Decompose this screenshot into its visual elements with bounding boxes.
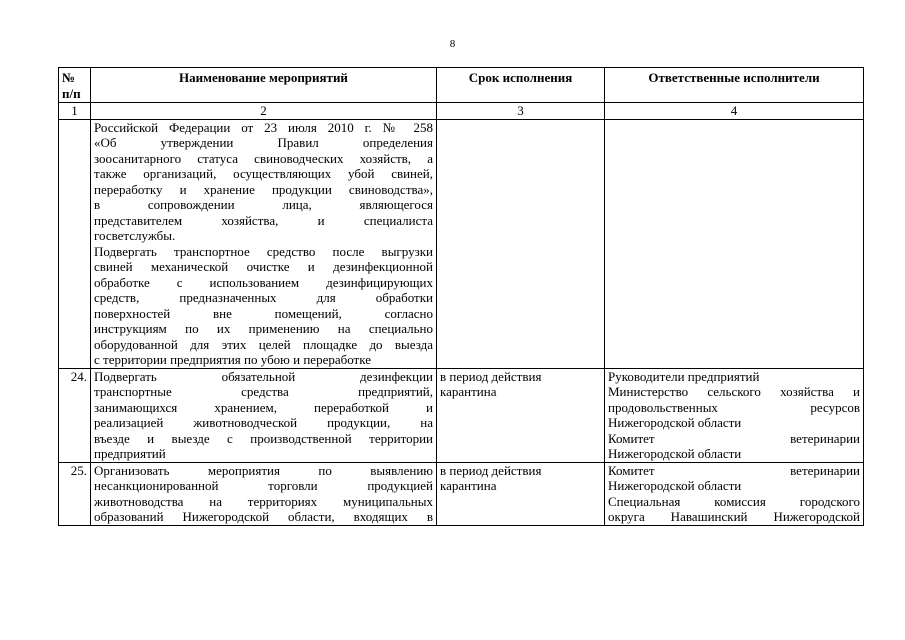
activity-cell-line: Организовать мероприятия по выявлению: [94, 462, 433, 478]
table-header-row: [59, 68, 864, 103]
table-row: [59, 119, 864, 368]
term-cell-line: в период действия: [440, 368, 542, 384]
table-body: [59, 119, 864, 525]
responsible-cell-line: Комитет ветеринарии: [608, 462, 860, 478]
column-number-4: 4: [605, 103, 864, 120]
activity-cell-line: Подвергать обязательной дезинфекции: [94, 368, 433, 384]
row-number: 24.: [59, 368, 91, 462]
column-number-row: [59, 103, 864, 120]
responsible-cell-line: Нижегородской области: [608, 415, 742, 430]
activity-cell-line: занимающихся хранением, переработкой и: [94, 399, 433, 415]
term-cell: [437, 462, 605, 525]
header-number-line-1: №: [62, 70, 76, 85]
responsible-cell-line: Руководители предприятий: [608, 368, 760, 384]
table-row: [59, 462, 864, 525]
responsible-cell: [605, 462, 864, 525]
activity-cell-line: с территории предприятия по убою и переработке: [94, 352, 372, 367]
activity-cell-line: въезде и выезде с производственной территории: [94, 430, 433, 446]
activity-cell-line: переработку и хранение продукции свиноводства»,: [94, 181, 433, 197]
activity-cell-line: Российской Федерации от 23 июля 2010 г. № 258: [94, 119, 433, 135]
page-number: 8: [449, 38, 456, 50]
activity-cell: [91, 368, 437, 462]
table-row: [59, 368, 864, 462]
header-number: [59, 68, 91, 103]
column-number-1: 1: [59, 103, 91, 120]
activity-cell-line: Подвергать транспортное средство после выгрузки: [94, 243, 433, 259]
activity-cell-line: реализацией животноводческой продукции, на: [94, 415, 433, 430]
row-number: 25.: [59, 462, 91, 525]
term-cell: [437, 368, 605, 462]
term-cell-line: карантина: [440, 384, 497, 399]
activity-cell-line: «Об утверждении Правил определения: [94, 135, 433, 150]
activity-cell-line: представителем хозяйства, и специалиста: [94, 212, 433, 228]
activity-cell: [91, 119, 437, 368]
activity-cell-line: животноводства на территориях муниципальных: [94, 493, 433, 509]
activity-cell: [91, 462, 437, 525]
activity-cell-line: также организаций, осуществляющих убой свиней,: [94, 166, 433, 181]
header-responsible: Ответственные исполнители: [605, 68, 864, 103]
responsible-cell-line: Комитет ветеринарии: [608, 430, 860, 446]
term-cell-line: карантина: [440, 478, 497, 493]
activity-cell-line: транспортные средства предприятий,: [94, 384, 433, 399]
responsible-cell: [605, 119, 864, 368]
term-cell: [437, 119, 605, 368]
activity-cell-line: несанкционированной торговли продукцией: [94, 478, 433, 493]
activity-cell-line: свиней механической очистке и дезинфекционной: [94, 259, 433, 274]
column-number-3: 3: [437, 103, 605, 120]
responsible-cell-line: округа Навашинский Нижегородской: [608, 509, 860, 524]
header-term: Срок исполнения: [437, 68, 605, 103]
activity-cell-line: зоосанитарного статуса свиноводческих хозяйств, а: [94, 150, 433, 166]
activity-cell-line: в сопровождении лица, являющегося: [94, 197, 433, 212]
column-number-2: 2: [91, 103, 437, 120]
activity-cell-line: образований Нижегородской области, входящих в: [94, 509, 433, 524]
activity-cell-line: поверхностей вне помещений, согласно: [94, 305, 433, 321]
responsible-cell-line: Нижегородской области: [608, 446, 742, 461]
term-cell-line: в период действия: [440, 462, 542, 478]
activity-cell-line: предприятий: [94, 446, 166, 461]
responsible-cell: [605, 368, 864, 462]
header-number-line-2: п/п: [62, 85, 81, 101]
activity-cell-line: средств, предназначенных для обработки: [94, 290, 433, 305]
responsible-cell-line: продовольственных ресурсов: [608, 399, 860, 415]
responsible-cell-line: Нижегородской области: [608, 478, 742, 493]
activity-cell-line: госветслужбы.: [94, 228, 176, 243]
responsible-cell-line: Министерство сельского хозяйства и: [608, 384, 860, 399]
activity-cell-line: инструкциям по их применению на специально: [94, 321, 433, 336]
activity-cell-line: обработке с использованием дезинфицирующих: [94, 274, 433, 290]
activities-table: [58, 67, 864, 526]
header-activities: Наименование мероприятий: [91, 68, 437, 103]
activity-cell-line: оборудованной для этих целей площадке до выезда: [94, 336, 433, 352]
row-number: [59, 119, 91, 368]
responsible-cell-line: Специальная комиссия городского: [608, 493, 860, 509]
